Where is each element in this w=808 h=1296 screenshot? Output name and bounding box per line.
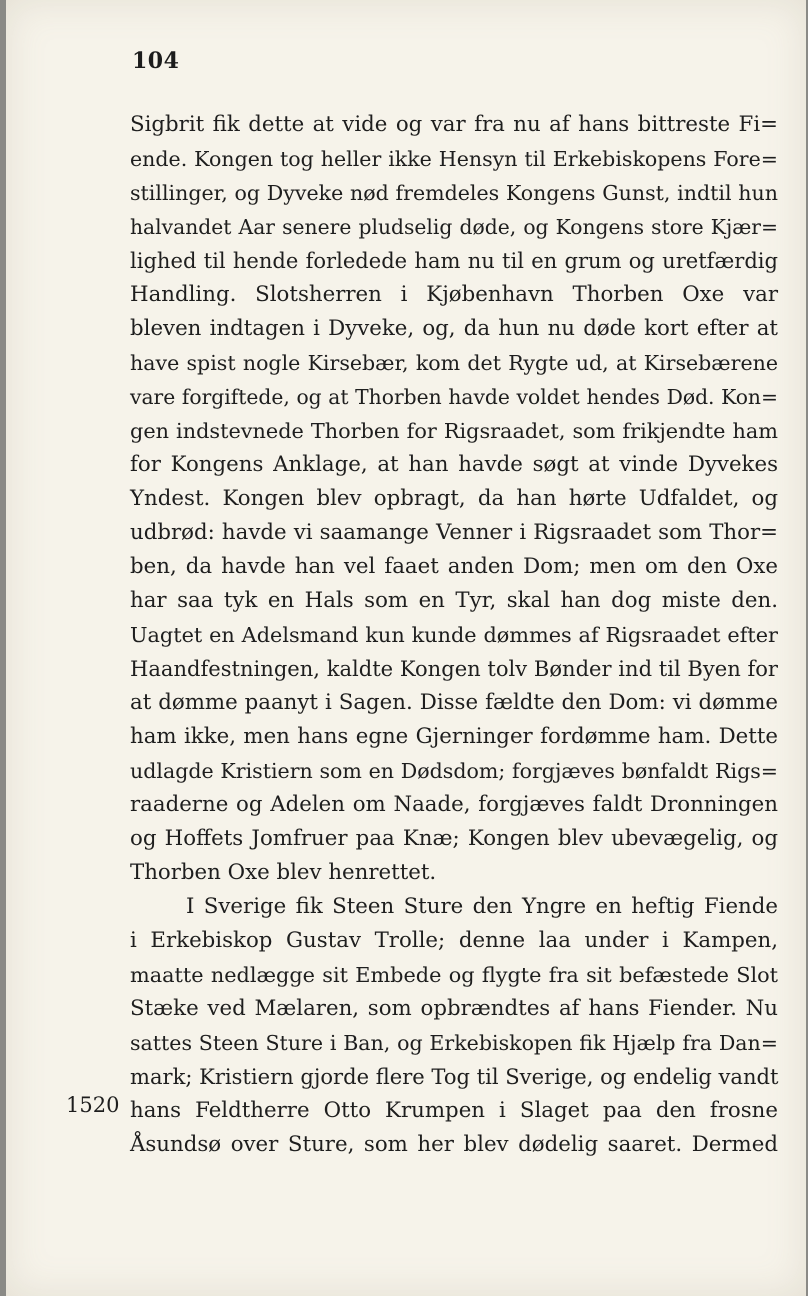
- text-line: I Sverige fik Steen Sture den Yngre en heftig Fiende: [186, 894, 778, 919]
- text-line: lighed til hende forledede ham nu til en grum og uretfærdig: [130, 248, 778, 273]
- text-line: Haandfestningen, kaldte Kongen tolv Bønder ind til Byen for: [130, 656, 778, 681]
- text-line: hans Feldtherre Otto Krumpen i Slaget paa den frosne: [130, 1098, 778, 1123]
- text-line: sattes Steen Sture i Ban, og Erkebiskopen fik Hjælp fra Dan=: [130, 1031, 778, 1055]
- text-line: Åsundsø over Sture, som her blev dødelig saaret. Dermed: [130, 1132, 778, 1157]
- book-page: [6, 0, 806, 1296]
- text-line: vare forgiftede, og at Thorben havde voldet hendes Død. Kon=: [130, 385, 778, 409]
- text-line: Stæke ved Mælaren, som opbrændtes af hans Fiender. Nu: [130, 996, 778, 1021]
- text-line: bleven indtagen i Dyveke, og, da hun nu døde kort efter at: [130, 316, 778, 341]
- text-line: har saa tyk en Hals som en Tyr, skal han dog miste den.: [130, 588, 778, 613]
- text-line: for Kongens Anklage, at han havde søgt at vinde Dyvekes: [130, 452, 778, 477]
- text-line: at dømme paanyt i Sagen. Disse fældte den Dom: vi dømme: [130, 690, 778, 715]
- text-line: ende. Kongen tog heller ikke Hensyn til Erkebiskopens Fore=: [130, 147, 778, 171]
- text-line: have spist nogle Kirsebær, kom det Rygte ud, at Kirsebærene: [130, 351, 778, 375]
- text-line: Sigbrit fik dette at vide og var fra nu af hans bittreste Fi=: [130, 112, 778, 137]
- text-line: Yndest. Kongen blev opbragt, da han hørte Udfaldet, og: [130, 486, 778, 511]
- text-line: ben, da havde han vel faaet anden Dom; men om den Oxe: [130, 554, 778, 579]
- text-line: Handling. Slotsherren i Kjøbenhavn Thorben Oxe var: [130, 282, 778, 307]
- text-line: raaderne og Adelen om Naade, forgjæves faldt Dronningen: [130, 792, 778, 817]
- text-line: Thorben Oxe blev henrettet.: [130, 860, 437, 885]
- text-line: i Erkebiskop Gustav Trolle; denne laa under i Kampen,: [130, 928, 778, 953]
- body-text: [130, 108, 778, 1162]
- text-line: stillinger, og Dyveke nød fremdeles Kongens Gunst, indtil hun: [130, 181, 778, 205]
- text-line: og Hoffets Jomfruer paa Knæ; Kongen blev ubevægelig, og: [130, 826, 778, 851]
- page-number: 104: [132, 48, 180, 74]
- text-line: ham ikke, men hans egne Gjerninger fordømme ham. Dette: [130, 724, 778, 749]
- text-line: udbrød: havde vi saamange Venner i Rigsraadet som Thor=: [130, 520, 778, 545]
- text-line: maatte nedlægge sit Embede og flygte fra sit befæstede Slot: [130, 963, 778, 987]
- text-line: mark; Kristiern gjorde flere Tog til Sverige, og endelig vandt: [130, 1064, 779, 1089]
- text-line: Uagtet en Adelsmand kun kunde dømmes af Rigsraadet efter: [130, 623, 778, 647]
- text-line: udlagde Kristiern som en Dødsdom; forgjæves bønfaldt Rigs=: [130, 759, 778, 783]
- text-line: halvandet Aar senere pludselig døde, og Kongens store Kjær=: [130, 215, 778, 239]
- margin-year: 1520: [66, 1093, 120, 1117]
- text-line: gen indstevnede Thorben for Rigsraadet, som frikjendte ham: [130, 419, 778, 443]
